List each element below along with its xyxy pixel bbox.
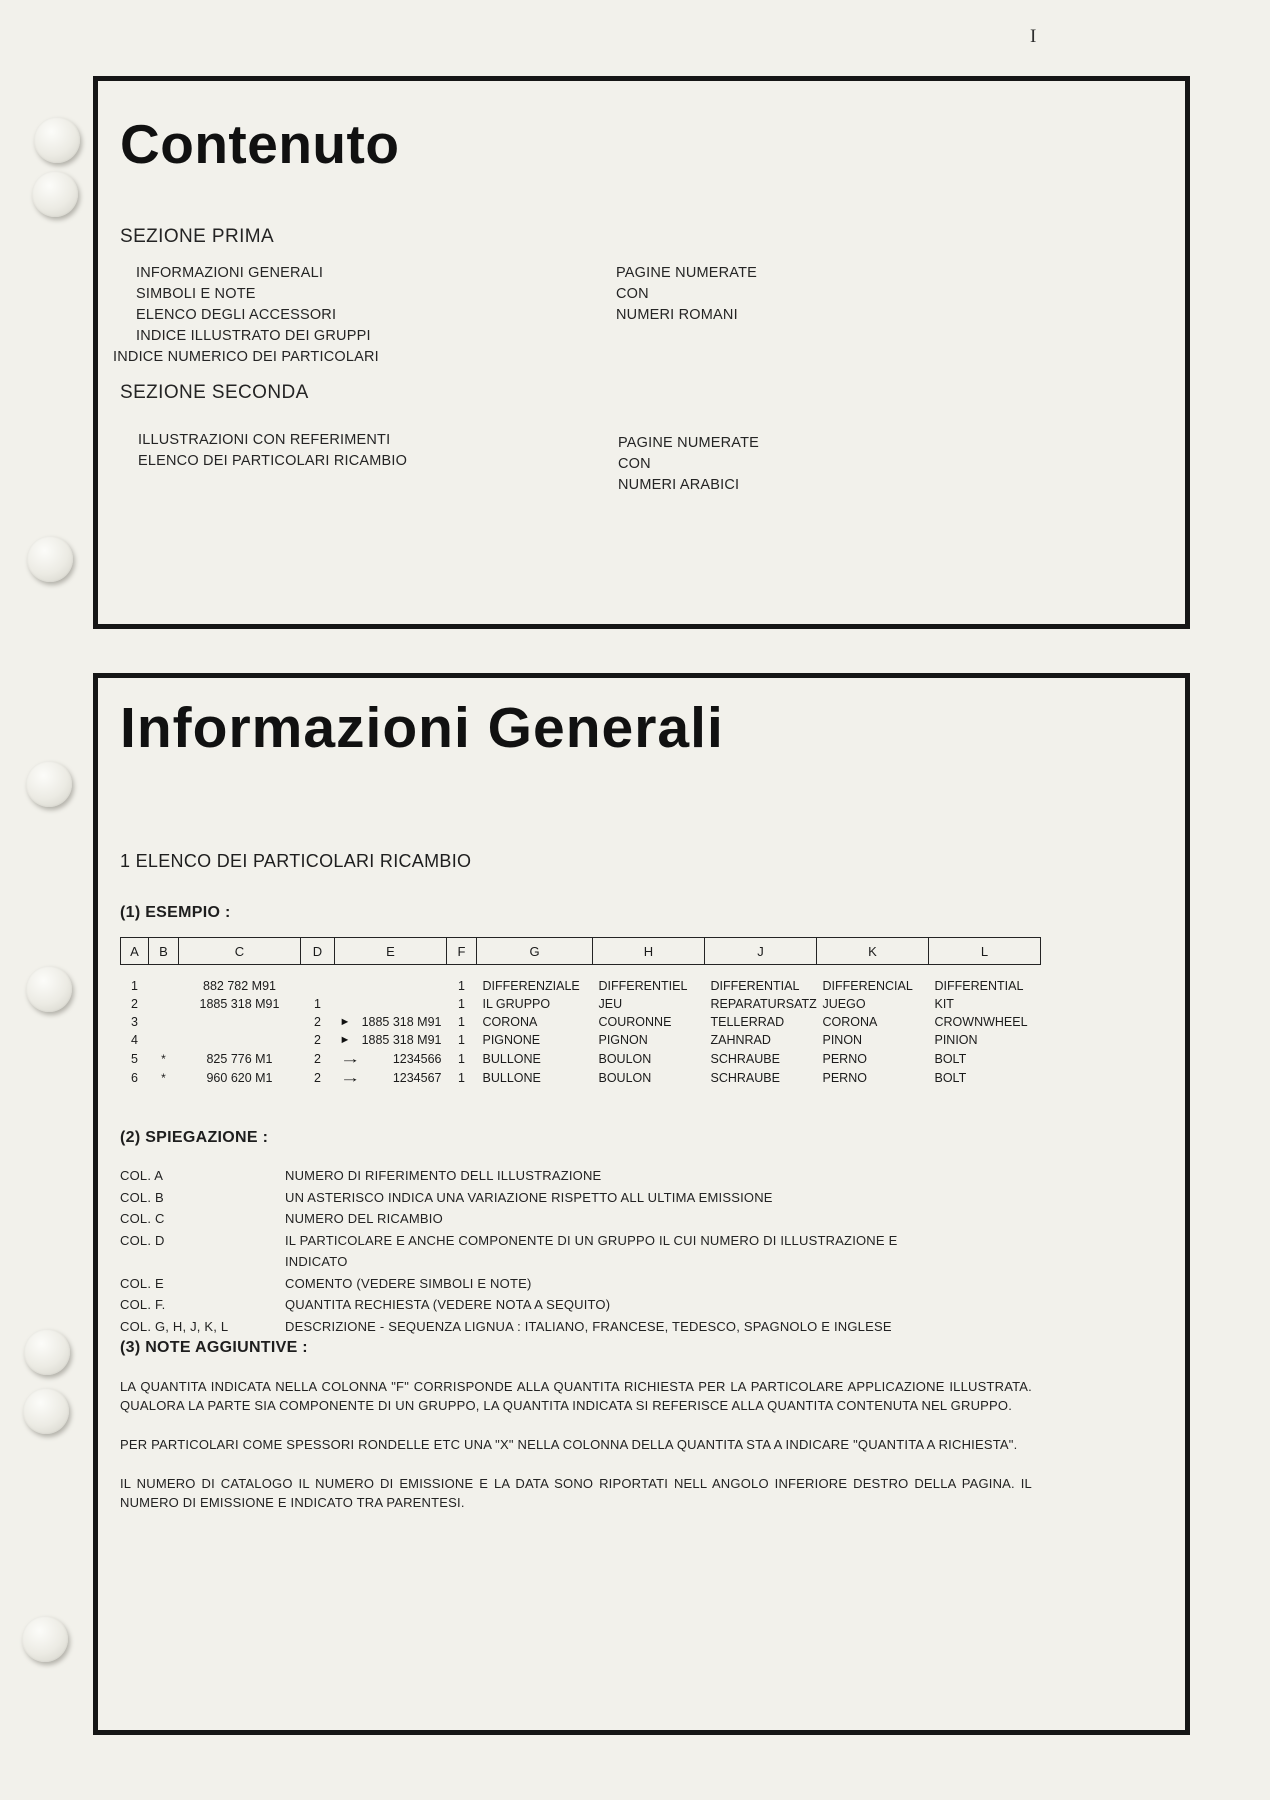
note-line: PAGINE NUMERATE	[616, 265, 758, 281]
cell-l: BOLT	[934, 1051, 967, 1066]
cell-d: 2	[314, 1015, 321, 1029]
spiegazione-label: COL. G, H, J, K, L	[120, 1318, 229, 1334]
column-header-d: D	[301, 938, 335, 965]
cell-g: BULLONE	[482, 1051, 541, 1066]
spiegazione-text: COMENTO (VEDERE SIMBOLI E NOTE)	[285, 1275, 532, 1291]
table-row	[121, 965, 1041, 996]
cell-c: 882 782 M91	[203, 979, 276, 993]
section-two-items	[138, 430, 407, 472]
spiegazione-label: COL. C	[120, 1211, 165, 1226]
spiegazione-text: QUANTITA RECHIESTA (VEDERE NOTA A SEQUITO)	[285, 1297, 611, 1312]
column-header-g: G	[477, 938, 593, 965]
note-line: CON	[616, 286, 649, 302]
spiegazione-label: COL. E	[120, 1275, 164, 1291]
arrow-right-icon: →	[339, 1070, 361, 1085]
cell-l: PINION	[934, 1033, 978, 1047]
column-header-l: L	[929, 938, 1041, 965]
spiegazione-entry	[120, 1273, 950, 1295]
cell-j: REPARATURSATZ	[710, 997, 817, 1011]
cell-e	[335, 965, 447, 996]
cell-j: SCHRAUBE	[710, 1051, 780, 1066]
column-header-c: C	[179, 938, 301, 965]
spiegazione-label: COL. A	[120, 1168, 164, 1183]
spiegazione-entry	[120, 1165, 950, 1187]
binder-hole	[26, 761, 72, 807]
cell-d: 2	[314, 1033, 321, 1047]
general-information-box	[93, 673, 1190, 1735]
cell-c	[179, 1013, 301, 1031]
cell-e	[335, 1013, 447, 1031]
cell-l: CROWNWHEEL	[934, 1015, 1028, 1029]
contents-item: INDICE ILLUSTRATO DEI GRUPPI	[136, 328, 371, 344]
contents-item: ELENCO DEI PARTICOLARI RICAMBIO	[138, 453, 408, 469]
column-header-h: H	[593, 938, 705, 965]
note-paragraph: PER PARTICOLARI COME SPESSORI RONDELLE ETC UNA "X" NELLA COLONNA DELLA QUANTITA STA A INDICARE "QUANTITA A RICHIESTA".	[120, 1437, 1018, 1452]
section-two-page-note	[618, 433, 759, 496]
cell-k: PINON	[822, 1033, 863, 1047]
binder-hole	[34, 117, 80, 163]
spiegazione-text: IL PARTICOLARE E ANCHE COMPONENTE DI UN GRUPPO IL CUI NUMERO DI ILLUSTRAZIONE E INDICATO	[285, 1232, 898, 1269]
table-row	[121, 1049, 1041, 1068]
contents-box	[93, 76, 1190, 629]
cell-b: *	[161, 1070, 166, 1085]
cell-b	[149, 1013, 179, 1031]
spiegazione-entry	[120, 1316, 950, 1338]
cell-j: DIFFERENTIAL	[710, 979, 800, 993]
cell-h: PIGNON	[598, 1033, 648, 1047]
spiegazione-text: NUMERO DI RIFERIMENTO DELL ILLUSTRAZIONE	[285, 1168, 602, 1183]
note-line: CON	[618, 456, 651, 472]
contents-item: INFORMAZIONI GENERALI	[136, 265, 324, 281]
column-header-f: F	[447, 938, 477, 965]
cell-f: 1	[458, 1051, 465, 1066]
comment-number: 1234566	[392, 1051, 442, 1066]
note-line: PAGINE NUMERATE	[618, 435, 760, 451]
comment-reference	[338, 1051, 444, 1066]
group-reference-number: 1885 318 M91	[361, 1033, 442, 1047]
comment-reference	[338, 1070, 444, 1085]
cell-j: TELLERRAD	[710, 1015, 785, 1029]
spiegazione-heading: (2) SPIEGAZIONE :	[120, 1129, 269, 1146]
cell-e	[335, 995, 447, 1013]
example-table	[120, 937, 1041, 1087]
spiegazione-text: NUMERO DEL RICAMBIO	[285, 1211, 443, 1226]
additional-notes	[120, 1377, 1032, 1532]
binder-hole	[23, 1388, 69, 1434]
column-header-b: B	[149, 938, 179, 965]
cell-e	[335, 1049, 447, 1068]
cell-b	[149, 1031, 179, 1049]
cell-k: PERNO	[822, 1051, 867, 1066]
group-reference	[338, 1033, 444, 1047]
cell-h: JEU	[598, 997, 623, 1011]
note-paragraph: LA QUANTITA INDICATA NELLA COLONNA "F" CORRISPONDE ALLA QUANTITA RICHIESTA PER LA PARTICOLARE APPLICAZIONE ILLUSTRATA. QUALORA LA PARTE SIA COMPONENTE DI UN GRUPPO, LA QUANTITA INDICATA SI REFERISCE ALLA QUANTITA CONTENUTA NEL GRUPPO.	[120, 1379, 1032, 1413]
binder-hole	[32, 171, 78, 217]
parts-list-heading: 1 ELENCO DEI PARTICOLARI RICAMBIO	[120, 851, 472, 871]
cell-f: 1	[458, 1015, 465, 1029]
cell-d	[301, 965, 335, 996]
cell-l: BOLT	[934, 1070, 967, 1085]
cell-h: COURONNE	[598, 1015, 672, 1029]
contents-title: Contenuto	[120, 113, 400, 175]
cell-a: 5	[131, 1051, 138, 1066]
binder-hole	[22, 1616, 68, 1662]
example-heading: (1) ESEMPIO :	[120, 904, 231, 921]
spiegazione-entry	[120, 1294, 950, 1316]
note-line: NUMERI ARABICI	[618, 477, 740, 493]
column-header-k: K	[817, 938, 929, 965]
cell-b	[149, 965, 179, 996]
group-pointer-icon: ►	[339, 1034, 351, 1046]
cell-f: 1	[458, 1070, 465, 1085]
spiegazione-label: COL. B	[120, 1189, 164, 1205]
cell-g: CORONA	[482, 1015, 538, 1029]
cell-j: SCHRAUBE	[710, 1070, 780, 1085]
cell-e	[335, 1031, 447, 1049]
cell-a: 1	[131, 979, 138, 993]
cell-k: PERNO	[822, 1070, 867, 1085]
cell-h: BOULON	[598, 1051, 652, 1066]
section-one-page-note	[616, 263, 757, 326]
additional-notes-heading: (3) NOTE AGGIUNTIVE :	[120, 1339, 308, 1356]
section-one-heading: SEZIONE PRIMA	[120, 226, 275, 247]
cell-f: 1	[458, 1033, 465, 1047]
cell-b: *	[161, 1051, 166, 1066]
cell-f: 1	[458, 979, 465, 993]
cell-a: 2	[131, 997, 138, 1011]
binder-hole	[24, 1329, 70, 1375]
cell-d: 1	[314, 997, 321, 1011]
general-information-title: Informazioni Generali	[120, 696, 724, 760]
page-number: I	[1030, 26, 1037, 47]
contents-item: ELENCO DEGLI ACCESSORI	[136, 307, 337, 323]
cell-f: 1	[458, 997, 465, 1011]
cell-a: 3	[131, 1015, 138, 1029]
table-row	[121, 1068, 1041, 1087]
section-one-items	[113, 263, 379, 368]
table-row	[121, 995, 1041, 1013]
cell-e	[335, 1068, 447, 1087]
cell-d: 2	[314, 1051, 321, 1066]
cell-h: BOULON	[598, 1070, 652, 1085]
note-paragraph: IL NUMERO DI CATALOGO IL NUMERO DI EMISSIONE E LA DATA SONO RIPORTATI NELL ANGOLO INFERIORE DESTRO DELLA PAGINA. IL NUMERO DI EMISSIONE E INDICATO TRA PARENTESI.	[120, 1476, 1032, 1510]
spiegazione-text: DESCRIZIONE - SEQUENZA LIGNUA : ITALIANO, FRANCESE, TEDESCO, SPAGNOLO E INGLESE	[285, 1318, 892, 1334]
note-line: NUMERI ROMANI	[616, 307, 738, 323]
cell-a: 4	[131, 1033, 138, 1047]
cell-j: ZAHNRAD	[710, 1033, 771, 1047]
cell-l: KIT	[934, 997, 954, 1011]
cell-b	[149, 995, 179, 1013]
spiegazione-label: COL. D	[120, 1232, 165, 1248]
table-header-row	[121, 938, 1041, 965]
cell-k: JUEGO	[822, 997, 866, 1011]
table-row	[121, 1013, 1041, 1031]
cell-d: 2	[314, 1070, 321, 1085]
spiegazione-entry	[120, 1230, 950, 1273]
cell-c: 825 776 M1	[206, 1051, 273, 1066]
column-header-j: J	[705, 938, 817, 965]
cell-c: 960 620 M1	[206, 1070, 273, 1085]
cell-k: DIFFERENCIAL	[822, 979, 913, 993]
cell-g: BULLONE	[482, 1070, 541, 1085]
group-reference-number: 1885 318 M91	[361, 1015, 442, 1029]
cell-c: 1885 318 M91	[199, 997, 280, 1011]
cell-g: IL GRUPPO	[482, 997, 551, 1011]
cell-l: DIFFERENTIAL	[934, 979, 1024, 993]
cell-c	[179, 1031, 301, 1049]
spiegazione-list	[120, 1165, 950, 1337]
spiegazione-label: COL. F.	[120, 1297, 166, 1312]
group-pointer-icon: ►	[339, 1016, 351, 1028]
group-reference	[338, 1015, 444, 1029]
comment-number: 1234567	[392, 1070, 442, 1085]
table-row	[121, 1031, 1041, 1049]
arrow-right-icon: →	[339, 1051, 361, 1066]
cell-k: CORONA	[822, 1015, 878, 1029]
binder-hole	[26, 966, 72, 1012]
cell-h: DIFFERENTIEL	[598, 979, 688, 993]
section-two-heading: SEZIONE SECONDA	[120, 382, 309, 403]
spiegazione-entry	[120, 1187, 950, 1209]
spiegazione-entry	[120, 1208, 950, 1230]
spiegazione-text: UN ASTERISCO INDICA UNA VARIAZIONE RISPETTO ALL ULTIMA EMISSIONE	[285, 1189, 773, 1205]
contents-item: SIMBOLI E NOTE	[136, 286, 256, 302]
cell-g: PIGNONE	[482, 1033, 541, 1047]
column-header-e: E	[335, 938, 447, 965]
contents-item: ILLUSTRAZIONI CON REFERIMENTI	[138, 432, 391, 448]
cell-a: 6	[131, 1070, 138, 1085]
column-header-a: A	[121, 938, 149, 965]
cell-g: DIFFERENZIALE	[482, 979, 580, 993]
binder-hole	[27, 536, 73, 582]
contents-item: INDICE NUMERICO DEI PARTICOLARI	[113, 349, 379, 365]
